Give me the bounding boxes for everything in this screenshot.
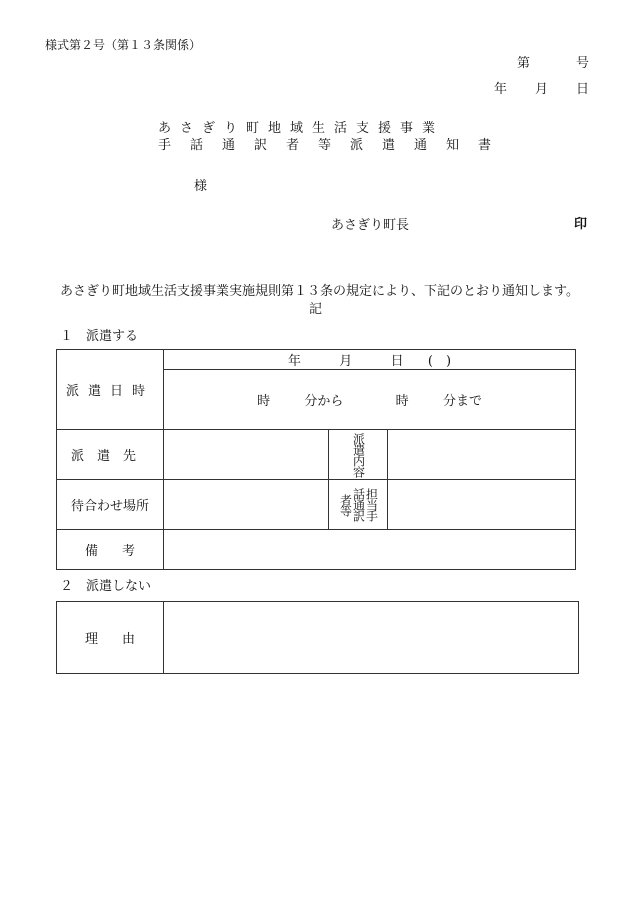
issuer: あさぎり町長 — [331, 218, 410, 233]
body-text: あさぎり町地域生活支援事業実施規則第１３条の規定により、下記のとおり通知します。 — [60, 284, 579, 299]
reason-label: 理由 — [84, 632, 159, 647]
date-line-cell — [164, 350, 576, 370]
interpreter-label — [329, 488, 387, 521]
content-label: 派遣内容 — [351, 432, 366, 477]
remarks-label-cell — [57, 530, 164, 570]
interpreter-label-col1: 担当手 — [364, 488, 379, 521]
title-line-2: 手話通訳者等派遣通知書 — [158, 138, 511, 153]
interpreter-label-col3: 者等 — [338, 493, 353, 516]
date-line-day: 日 — [390, 354, 404, 369]
content-label-cell — [329, 430, 388, 480]
reason-label-cell — [57, 602, 164, 674]
date-line-weekday: ( ) — [427, 354, 452, 369]
date-label-cell — [57, 350, 164, 430]
recipient-suffix: 様 — [194, 179, 208, 194]
section1-title: １ 派遣する — [60, 329, 139, 344]
content-value-cell[interactable] — [388, 430, 576, 480]
reason-table — [56, 601, 579, 674]
time-to-hour: 時 — [395, 394, 409, 409]
time-line-cell — [164, 370, 576, 430]
dispatch-table — [56, 349, 576, 570]
title-line-1: あさぎり町地域生活支援事業 — [158, 121, 445, 136]
seal: 印 — [574, 217, 588, 232]
number-prefix: 第 — [517, 56, 531, 71]
date-year: 年 — [494, 82, 508, 97]
dest-label: 派遣先 — [70, 449, 149, 464]
reason-value-cell[interactable] — [164, 602, 579, 674]
place-label: 待合わせ場所 — [70, 499, 149, 514]
date-line-year: 年 — [287, 354, 301, 369]
section2-title: ２ 派遣しない — [60, 579, 152, 594]
place-value-cell[interactable] — [164, 480, 329, 530]
time-from-min: 分から — [304, 394, 344, 409]
date-line-month: 月 — [339, 354, 353, 369]
number-suffix: 号 — [576, 56, 590, 71]
interpreter-value-cell[interactable] — [388, 480, 576, 530]
remarks-label: 備考 — [84, 544, 159, 559]
date-day: 日 — [576, 82, 590, 97]
date-label: 派遣日時 — [65, 384, 154, 399]
ki: 記 — [309, 302, 323, 317]
interpreter-label-col2: 話通訳 — [351, 488, 366, 521]
date-month: 月 — [535, 82, 549, 97]
interpreter-label-cell — [329, 480, 388, 530]
dest-value-cell[interactable] — [164, 430, 329, 480]
remarks-value-cell[interactable] — [164, 530, 576, 570]
form-id: 様式第２号（第１３条関係） — [45, 38, 202, 52]
place-label-cell — [57, 480, 164, 530]
time-from-hour: 時 — [257, 394, 271, 409]
dest-label-cell — [57, 430, 164, 480]
time-to-min: 分まで — [442, 394, 482, 409]
